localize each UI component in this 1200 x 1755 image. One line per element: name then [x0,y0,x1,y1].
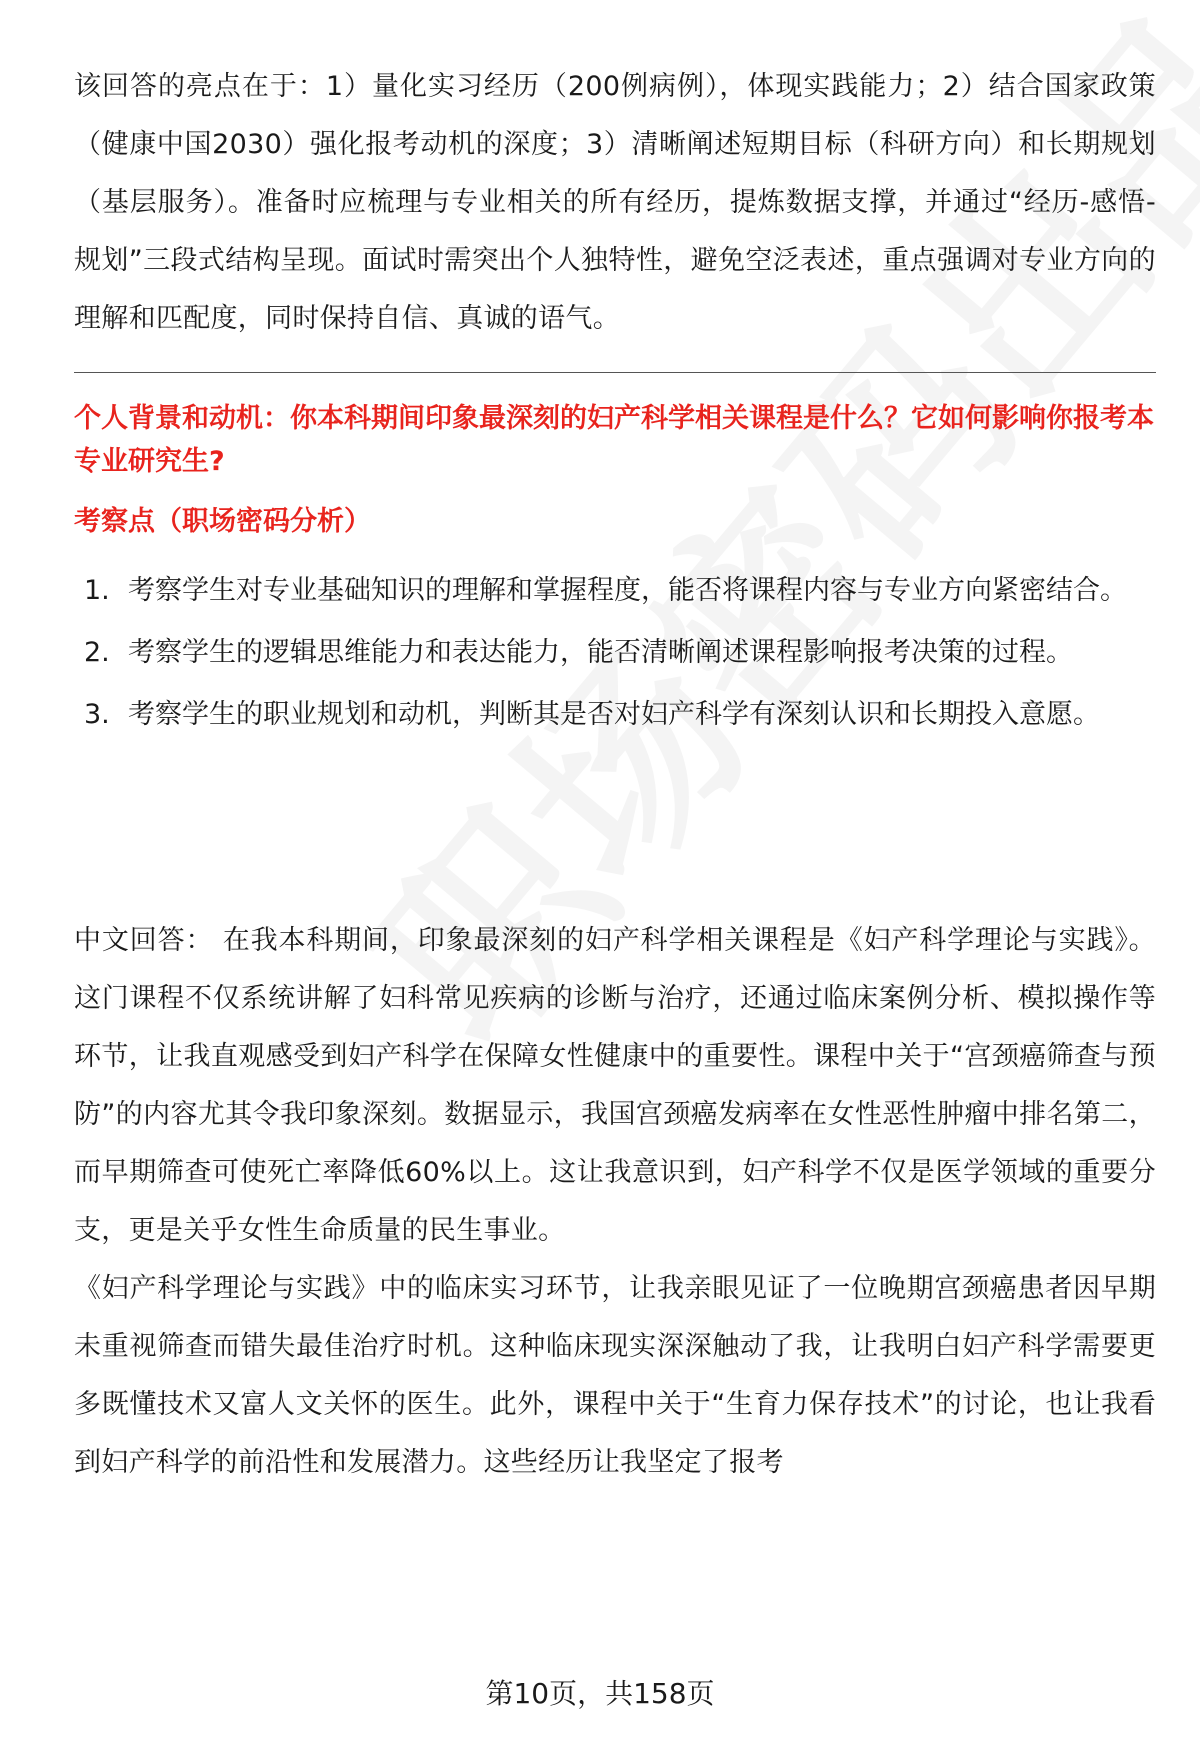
intro-paragraph: 该回答的亮点在于：1）量化实习经历（200例病例），体现实践能力；2）结合国家政策（健康中国2030）强化报考动机的深度；3）清晰阐述短期目标（科研方向）和长期规划（基层服务）。准备时应梳理与专业相关的所有经历，提炼数据支撑，并通过“经历-感悟-规划”三段式结构呈现。面试时需突出个人独特性，避免空泛表述，重点强调对专业方向的理解和匹配度，同时保持自信、真诚的语气。 [74,71,1156,334]
list-item-text: 考察学生对专业基础知识的理解和掌握程度，能否将课程内容与专业方向紧密结合。 [128,575,1127,606]
question-title: 个人背景和动机：你本科期间印象最深刻的妇产科学相关课程是什么？它如何影响你报考本专业研究生? [74,403,1154,477]
subsection-title: 考察点（职场密码分析） [74,506,371,537]
page-footer: 第10页，共158页 [485,1677,715,1710]
list-item [74,623,1156,683]
list-item-number: 1. [84,575,110,606]
list-item [74,561,1156,621]
assessment-points-list [74,561,1156,747]
list-item [74,685,1156,745]
list-item-number: 3. [84,699,110,730]
answer-paragraph: 中文回答： 在我本科期间，印象最深刻的妇产科学相关课程是《妇产科学理论与实践》。这门课程不仅系统讲解了妇科常见疾病的诊断与治疗，还通过临床案例分析、模拟操作等环节，让我直观感受到妇产科学在保障女性健康中的重要性。课程中关于“宫颈癌筛查与预防”的内容尤其令我印象深刻。数据显示，我国宫颈癌发病率在女性恶性肿瘤中排名第二，而早期筛查可使死亡率降低60%以上。这让我意识到，妇产科学不仅是医学领域的重要分支，更是关乎女性生命质量的民生事业。 [74,925,1156,1246]
list-item-text: 考察学生的职业规划和动机，判断其是否对妇产科学有深刻认识和长期投入意愿。 [128,699,1100,730]
list-item-text: 考察学生的逻辑思维能力和表达能力，能否清晰阐述课程影响报考决策的过程。 [128,637,1073,668]
list-item-number: 2. [84,637,110,668]
continuation-paragraph: 《妇产科学理论与实践》中的临床实习环节，让我亲眼见证了一位晚期宫颈癌患者因早期未重视筛查而错失最佳治疗时机。这种临床现实深深触动了我，让我明白妇产科学需要更多既懂技术又富人文关怀的医生。此外，课程中关于“生育力保存技术”的讨论，也让我看到妇产科学的前沿性和发展潜力。这些经历让我坚定了报考 [74,1273,1156,1478]
section-divider [74,372,1156,373]
